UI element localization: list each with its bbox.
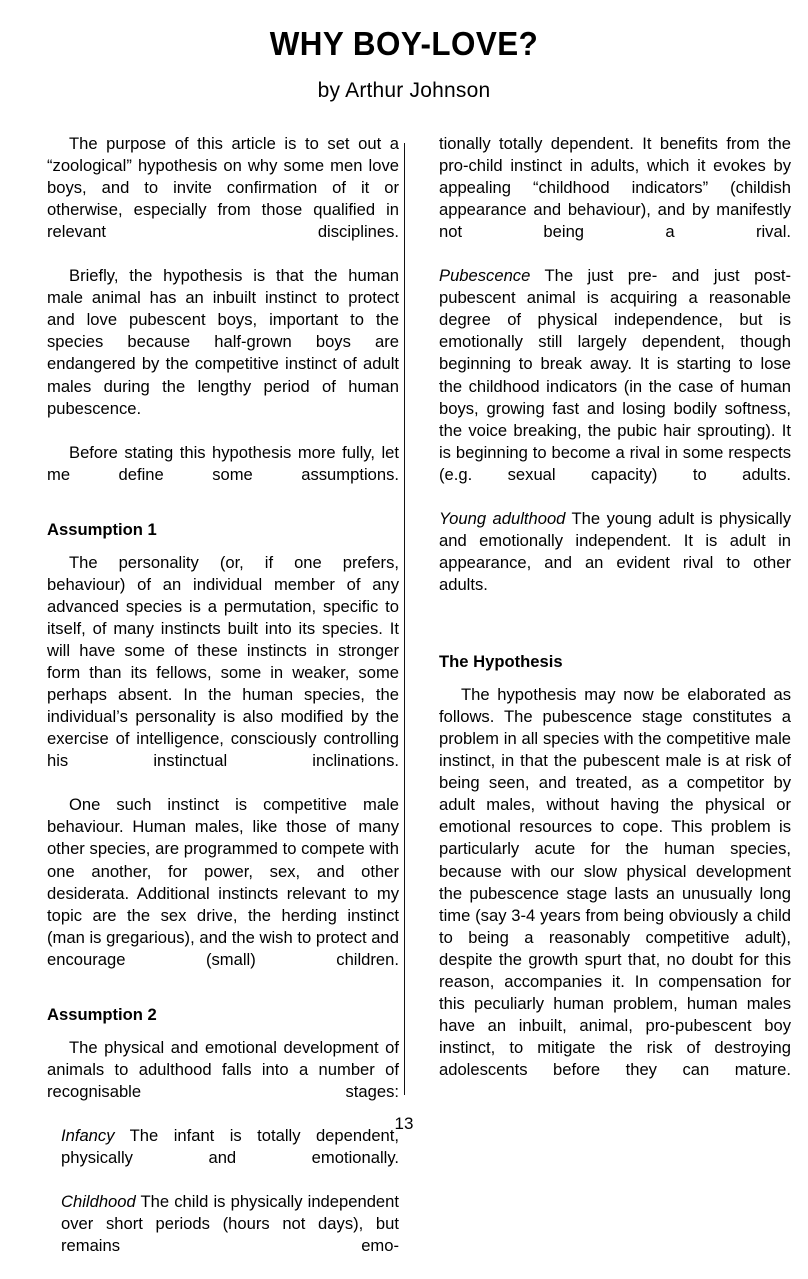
heading-assumption-1: Assumption 1: [47, 519, 157, 539]
column-right: [439, 133, 791, 1103]
stage-text: The young adult is physically and emotionally independent. It is adult in appearance, and an evident rival to other adults.: [439, 508, 791, 594]
paragraph: The purpose of this article is to set out a “zoological” hypothesis on why some men love boys, and to invite confirmation of it or otherwise, especially from those qualified in relevant disciplines.: [47, 134, 399, 242]
column-divider: [404, 143, 405, 1095]
title-block: [0, 26, 808, 103]
stage-name: Young adulthood: [439, 508, 566, 528]
paragraph: One such instinct is competitive male behaviour. Human males, like those of many other species, are programmed to compete with one another, for power, sex, and other desiderata. Additional instincts relevant to my topic are the sex drive, the herding instinct (man is gregarious), and the wish to protect and encourage (small) children.: [47, 795, 399, 969]
page-title: WHY BOY-LOVE?: [269, 25, 539, 62]
paragraph: The personality (or, if one prefers, behaviour) of an individual member of any advanced species is a permutation, specific to itself, of many instincts built into its species. It will have some of these instincts in stronger form than its fellows, some in weaker, some perhaps absent. In the human species, the individual’s personality is also modified by the exercise of intelligence, consciously controlling his instinctual inclinations.: [47, 552, 399, 771]
paragraph: The physical and emotional development of animals to adulthood falls into a number of recognisable stages:: [47, 1037, 399, 1101]
heading-assumption-2: Assumption 2: [47, 1004, 157, 1024]
heading-the-hypothesis: The Hypothesis: [439, 652, 563, 672]
stage-name: Pubescence: [439, 266, 531, 286]
column-left: [47, 133, 399, 1279]
stage-text: The infant is totally dependent, physically and emotionally.: [61, 1126, 399, 1168]
paragraph: Before stating this hypothesis more fully, let me define some assumptions.: [47, 442, 399, 484]
paragraph: The hypothesis may now be elaborated as follows. The pubescence stage constitutes a problem in all species with the competitive male instinct, in that the pubescent male is at risk of being seen, and treated, as a competitor by adult males, without having the physical or emotional resources to cope. This problem is particularly acute for the human species, because with our slow physical development the pubescence stage lasts an unusually long time (say 3-4 years from being obviously a child to being a reasonably competitive adult), despite the growth spurt that, no doubt for this reason, accompanies it. In compensation for this peculiarly human problem, human males have an inbuilt, animal, pro-pubescent boy instinct, to mitigate the risk of destroying adolescents before they can mature.: [439, 685, 791, 1079]
stage-definition-young-adulthood: [439, 508, 791, 618]
stage-definition-infancy: [47, 1125, 399, 1191]
section-spacer: [439, 618, 791, 640]
article-byline: by Arthur Johnson: [317, 79, 491, 103]
stage-text: The just pre- and just post-pubescent animal is acquiring a reasonable degree of physical independence, but is emotionally still largely dependent, though beginning to break away. It is starting to lose the childhood indicators (in the case of human boys, growing fast and losing bodily softness, the voice breaking, the pubic hair sprouting). It is beginning to become a rival in some respects (e.g. sexual capacity) to adults.: [439, 266, 791, 484]
stage-definition-pubescence: [439, 265, 791, 508]
stage-name: Childhood: [61, 1192, 136, 1212]
stage-name: Infancy: [61, 1126, 115, 1146]
page-number: 13: [394, 1114, 414, 1133]
stage-text: The child is physically independent over short periods (hours not days), but remains emo-: [61, 1192, 399, 1256]
stage-definition-childhood: [47, 1191, 399, 1279]
paragraph: Briefly, the hypothesis is that the human male animal has an inbuilt instinct to protect and love pubescent boys, important to the species because half-grown boys are endangered by the competitive instinct of adult males during the lengthy period of human pubescence.: [47, 266, 399, 418]
paragraph-continuation: tionally totally dependent. It benefits from the pro-child instinct in adults, which it evokes by appealing “childhood indicators” (childish appearance and behaviour), and by manifestly not being a rival.: [439, 134, 791, 242]
